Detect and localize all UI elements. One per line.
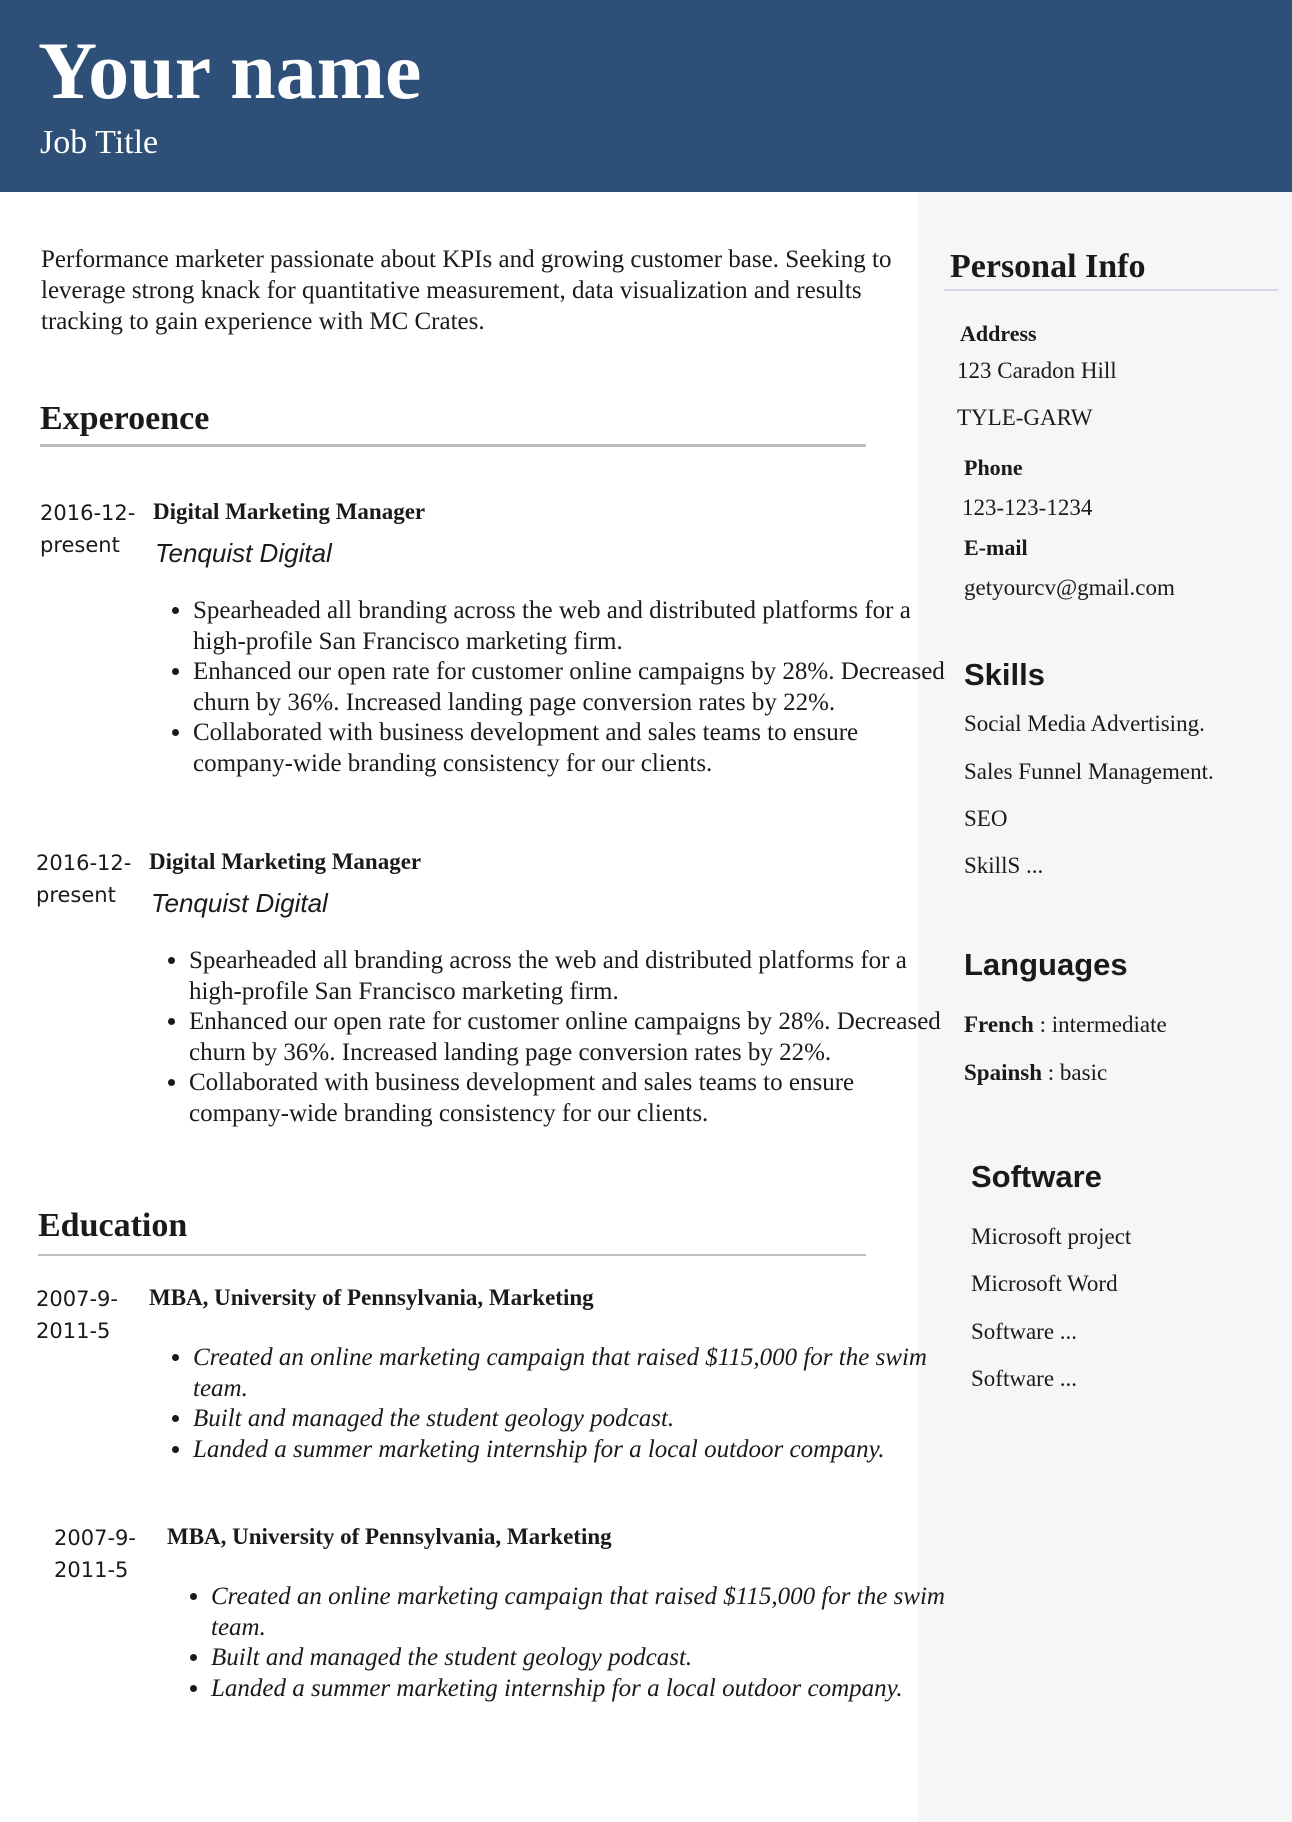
list-item: • Created an online marketing campaign that raised $115,000 for the swim team. xyxy=(211,1582,951,1643)
list-item: • Created an online marketing campaign that raised $115,000 for the swim team. xyxy=(193,1343,933,1404)
education-divider xyxy=(38,1254,866,1256)
address-label: Address xyxy=(960,321,1037,346)
list-item: • Enhanced our open rate for customer online campaigns by 28%. Decreased churn by 36%. Increased landing page conversion rates by 22%. xyxy=(189,1007,949,1068)
experience-2-date-start: 2016-12- xyxy=(36,851,132,875)
personal-info-divider xyxy=(944,289,1278,291)
personal-info-heading: Personal Info xyxy=(950,248,1146,285)
job-title: Job Title xyxy=(40,124,159,161)
software-item: Microsoft Word xyxy=(971,1271,1118,1296)
language-item xyxy=(964,1012,1167,1038)
software-item: Software ... xyxy=(971,1319,1078,1344)
address-line-2: TYLE-GARW xyxy=(957,405,1093,430)
language-level: : intermediate xyxy=(1033,1012,1167,1037)
skill-item: Social Media Advertising. xyxy=(964,711,1205,736)
email-label: E-mail xyxy=(964,535,1028,560)
phone-label: Phone xyxy=(964,455,1023,480)
experience-divider xyxy=(40,444,866,447)
experience-1-bullets xyxy=(155,596,953,779)
experience-1-role: Digital Marketing Manager xyxy=(153,499,426,524)
experience-1-date-start: 2016-12- xyxy=(40,501,136,525)
person-name: Your name xyxy=(38,25,422,116)
list-item: • Collaborated with business development and sales teams to ensure company-wide branding consistency for our clients. xyxy=(189,1068,949,1129)
phone-value: 123-123-1234 xyxy=(962,495,1093,520)
education-1-date-start: 2007-9- xyxy=(36,1287,118,1311)
education-1-bullets xyxy=(155,1343,933,1465)
list-item: • Landed a summer marketing internship for a local outdoor company. xyxy=(193,1435,933,1466)
list-item: • Enhanced our open rate for customer online campaigns by 28%. Decreased churn by 36%. Increased landing page conversion rates by 22%. xyxy=(193,657,953,718)
experience-1-date-end: present xyxy=(40,533,120,557)
skill-item: Sales Funnel Management. xyxy=(964,759,1214,784)
address-line-1: 123 Caradon Hill xyxy=(957,358,1117,383)
experience-2-bullets xyxy=(151,946,949,1129)
list-item: • Collaborated with business development and sales teams to ensure company-wide branding consistency for our clients. xyxy=(193,718,953,779)
software-item: Software ... xyxy=(971,1366,1078,1391)
summary-paragraph: Performance marketer passionate about KPIs and growing customer base. Seeking to leverage strong knack for quantitative measurement, data visualization and results tracking to gain experience with MC Crates. xyxy=(41,246,892,335)
header-band xyxy=(0,0,1292,192)
education-2-date-start: 2007-9- xyxy=(54,1526,136,1550)
experience-2-date-end: present xyxy=(36,883,116,907)
experience-1-company: Tenquist Digital xyxy=(155,538,332,568)
skill-item: SkillS ... xyxy=(964,853,1044,878)
language-name: French xyxy=(964,1012,1034,1037)
experience-heading: Experoence xyxy=(40,400,210,437)
education-2-bullets xyxy=(173,1582,951,1704)
language-level: : basic xyxy=(1042,1060,1108,1085)
experience-2-role: Digital Marketing Manager xyxy=(149,849,422,874)
skill-item: SEO xyxy=(964,806,1008,831)
education-2-degree: MBA, University of Pennsylvania, Marketing xyxy=(167,1524,612,1549)
sidebar xyxy=(918,192,1292,1822)
education-heading: Education xyxy=(38,1207,188,1244)
education-1-date-end: 2011-5 xyxy=(36,1319,111,1343)
list-item: • Landed a summer marketing internship for a local outdoor company. xyxy=(211,1674,951,1705)
experience-2-company: Tenquist Digital xyxy=(151,888,328,918)
language-item xyxy=(964,1060,1107,1086)
education-2-date-end: 2011-5 xyxy=(54,1558,129,1582)
list-item: • Spearheaded all branding across the web and distributed platforms for a high-profile San Francisco marketing firm. xyxy=(193,596,953,657)
list-item: • Built and managed the student geology podcast. xyxy=(193,1404,933,1435)
education-1-degree: MBA, University of Pennsylvania, Marketing xyxy=(149,1285,594,1310)
languages-heading: Languages xyxy=(964,947,1128,982)
software-item: Microsoft project xyxy=(971,1224,1132,1249)
software-heading: Software xyxy=(971,1159,1102,1194)
list-item: • Spearheaded all branding across the web and distributed platforms for a high-profile San Francisco marketing firm. xyxy=(189,946,949,1007)
list-item: • Built and managed the student geology podcast. xyxy=(211,1643,951,1674)
email-value: getyourcv@gmail.com xyxy=(964,575,1175,600)
language-name: Spainsh xyxy=(964,1060,1043,1085)
skills-heading: Skills xyxy=(964,657,1045,692)
